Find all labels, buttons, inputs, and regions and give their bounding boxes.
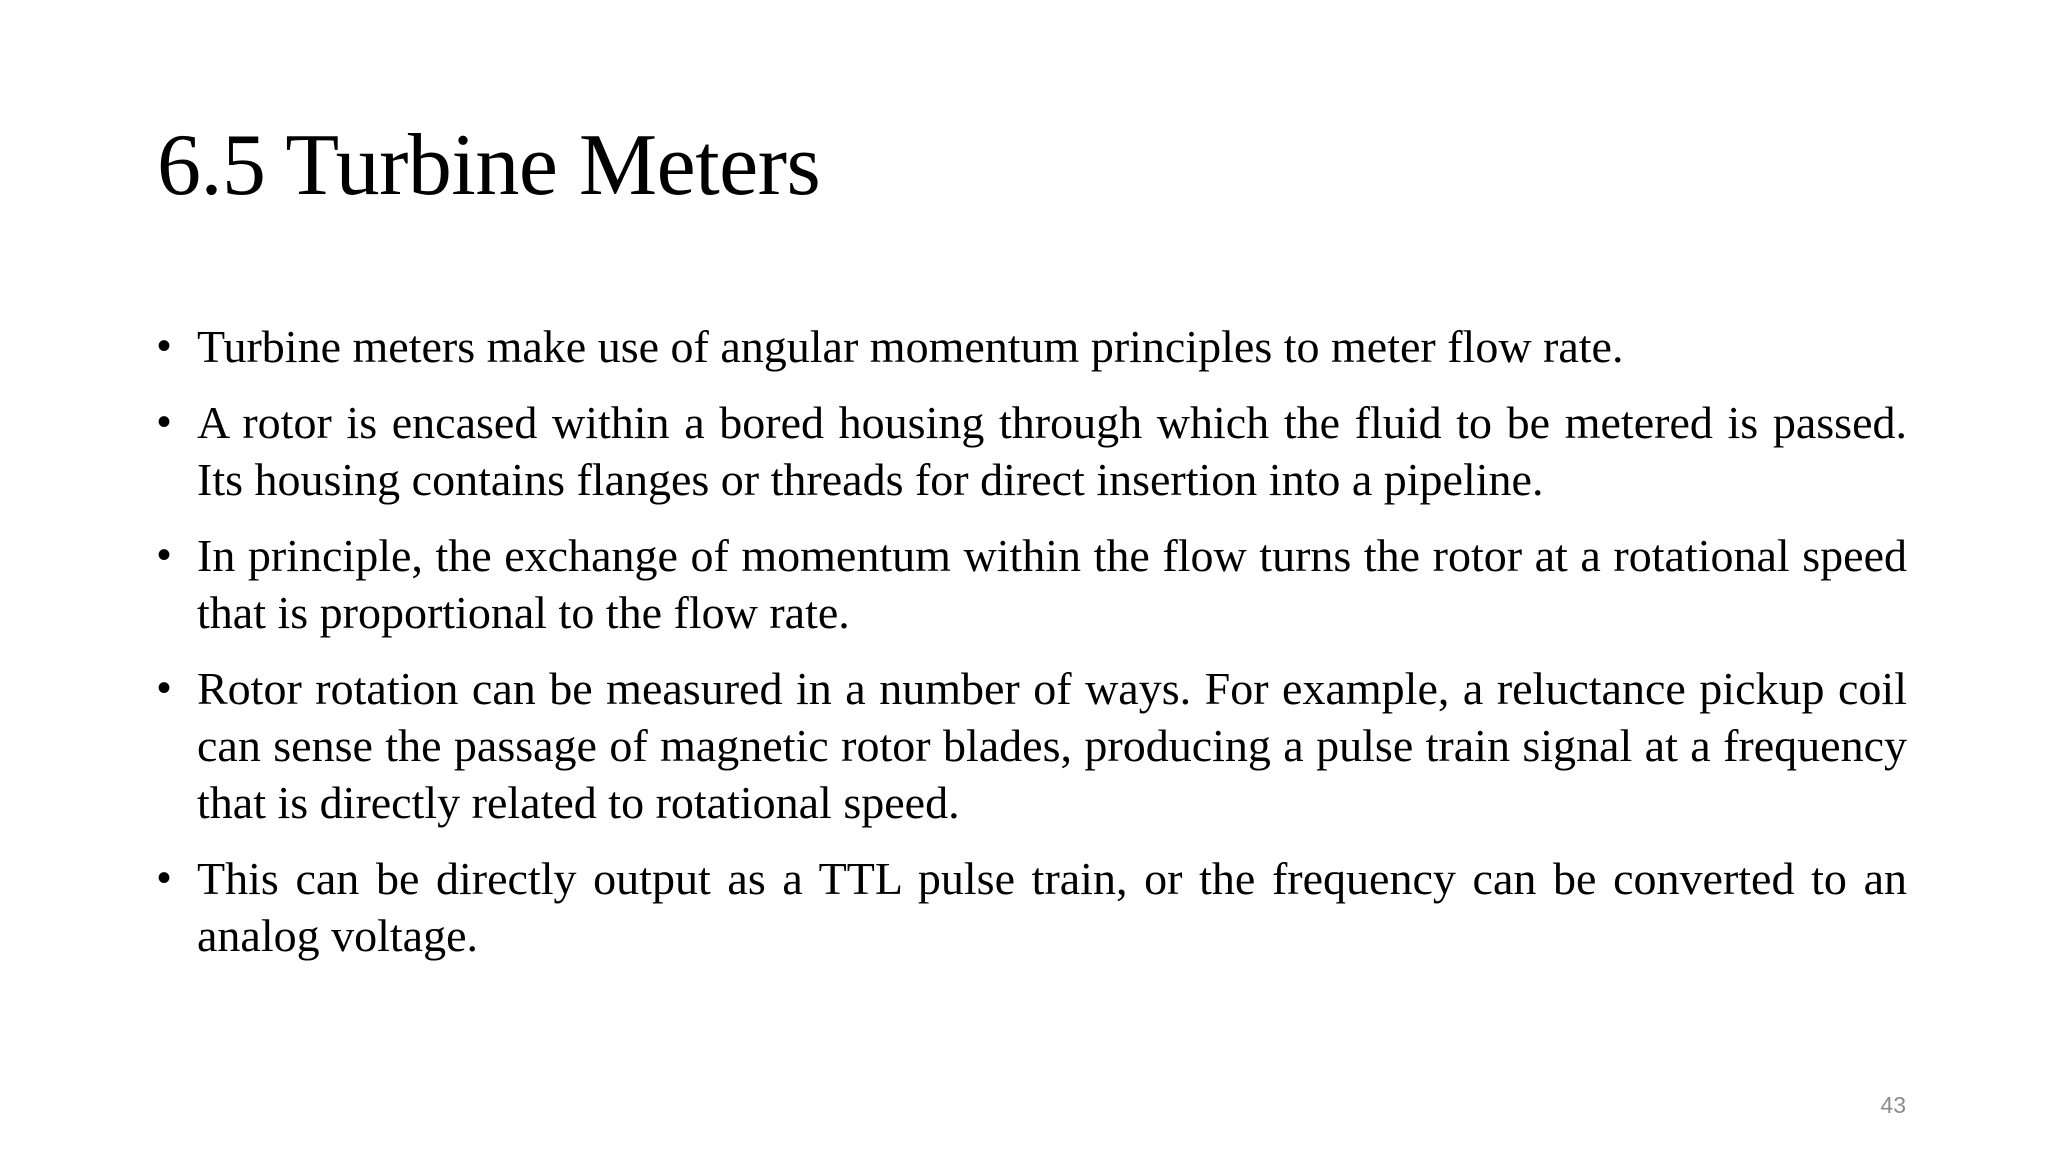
bullet-text: A rotor is encased within a bored housing through which the fluid to be metered is passed. Its housing contains flanges or threads for direct insertion into a pipeline. [197, 397, 1907, 505]
bullet-text: Turbine meters make use of angular momentum principles to meter flow rate. [197, 321, 1624, 372]
bullet-item [157, 850, 1907, 964]
bullet-icon: • [157, 324, 172, 368]
bullet-icon: • [157, 666, 172, 710]
bullet-text: In principle, the exchange of momentum within the flow turns the rotor at a rotational speed that is proportional to the flow rate. [197, 530, 1907, 638]
bullet-icon: • [157, 533, 172, 577]
bullet-item [157, 394, 1907, 508]
bullet-text: Rotor rotation can be measured in a number of ways. For example, a reluctance pickup coil can sense the passage of magnetic rotor blades, producing a pulse train signal at a frequency that is directly related to rotational speed. [197, 663, 1907, 828]
bullet-text: This can be directly output as a TTL pulse train, or the frequency can be converted to an analog voltage. [197, 853, 1907, 961]
bullet-item [157, 660, 1907, 831]
bullet-list [157, 318, 1907, 983]
slide-title: 6.5 Turbine Meters [157, 117, 821, 214]
bullet-item [157, 318, 1907, 375]
bullet-icon: • [157, 400, 172, 444]
bullet-item [157, 527, 1907, 641]
bullet-icon: • [157, 856, 172, 900]
page-number: 43 [1880, 1092, 1906, 1118]
